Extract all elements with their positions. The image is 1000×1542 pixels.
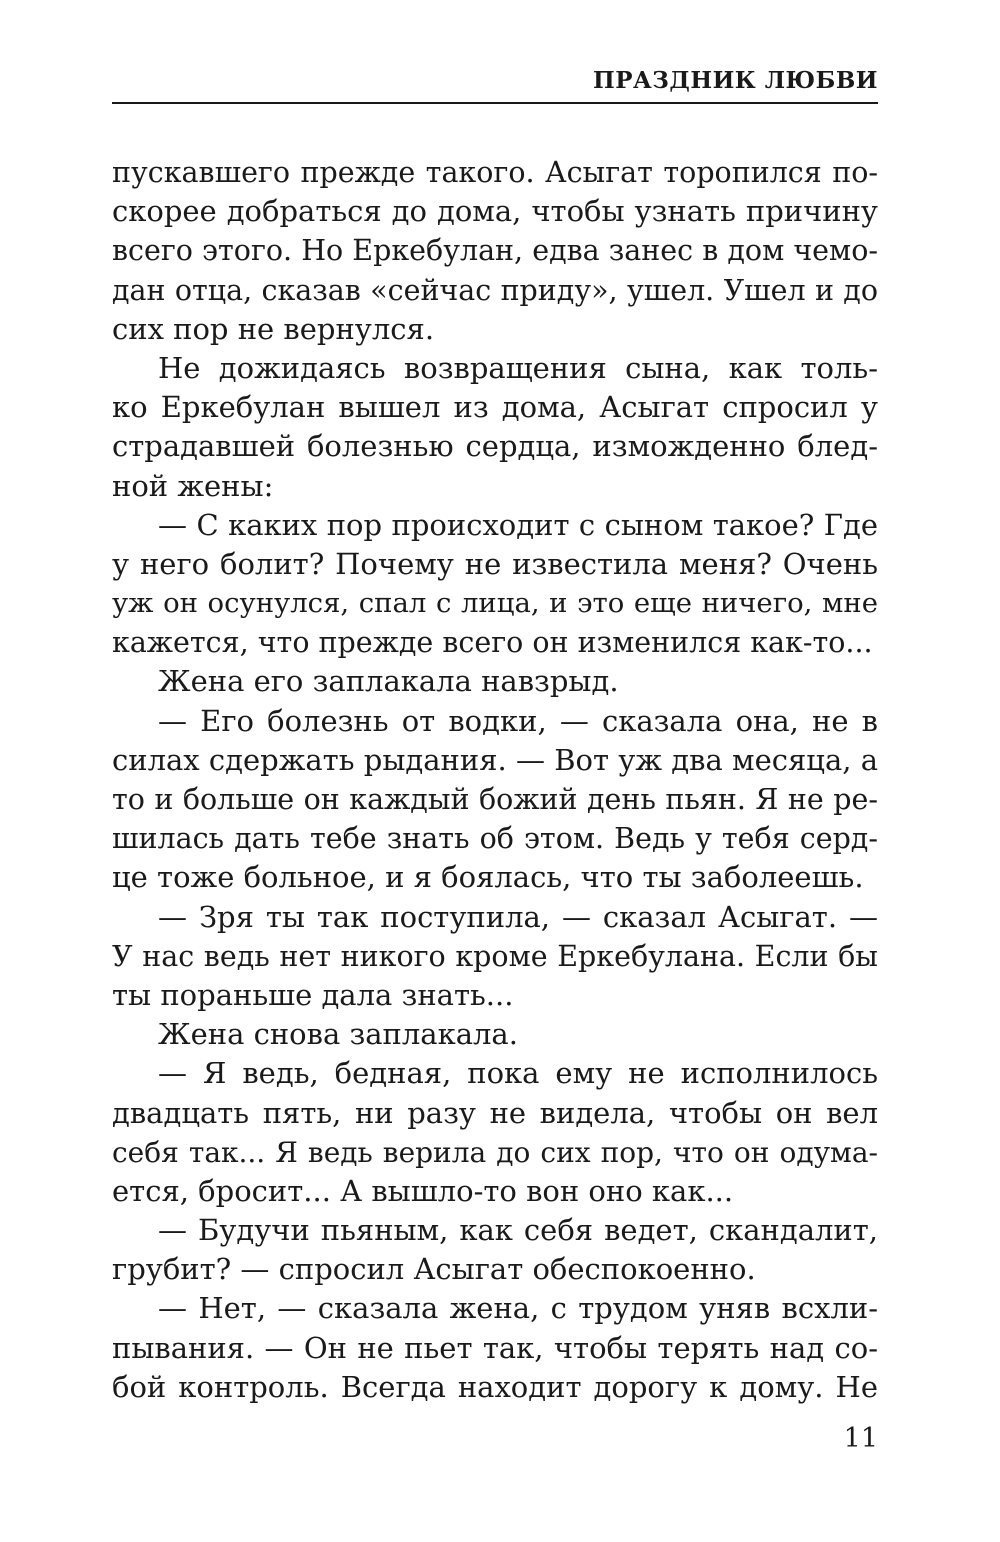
text-line: то и больше он каждый божий день пьян. Я не ре- <box>112 783 878 816</box>
text-line: пускавшего прежде такого. Асыгат торопился по- <box>112 156 878 189</box>
text-line: ной жены: <box>112 468 274 503</box>
text-line: двадцать пять, ни разу не видела, чтобы он вел <box>112 1095 878 1130</box>
text-line: — С каких пор происходит с сыном такое? Где <box>158 507 878 542</box>
text-line: Не дожидаясь возвращения сына, как толь- <box>158 350 878 385</box>
text-line: скорее добраться до дома, чтобы узнать причину <box>112 194 878 229</box>
text-line: себя так... Я ведь верила до сих пор, что он одума- <box>112 1135 878 1169</box>
text-line: дан отца, сказав «сейчас приду», ушел. Ушел и до <box>112 273 878 307</box>
body-text <box>112 153 878 1407</box>
text-line: всего этого. Но Еркебулан, едва занес в дом чемо- <box>112 234 878 268</box>
text-line: уж он осунулся, спал с лица, и это еще ничего, мне <box>112 587 878 620</box>
text-line: У нас ведь нет никого кроме Еркебулана. Если бы <box>112 939 878 973</box>
text-line: сих пор не вернулся. <box>112 311 435 346</box>
text-line: кажется, что прежде всего он изменился как-то... <box>112 626 873 660</box>
text-line: грубит? — спросил Асыгат обеспокоенно. <box>112 1252 756 1287</box>
text-line: це тоже больное, и я боялась, что ты заболеешь. <box>112 860 864 895</box>
text-line: шилась дать тебе знать об этом. Ведь у тебя серд- <box>112 822 878 856</box>
text-line: силах сдержать рыдания. — Вот уж два месяца, а <box>112 742 878 777</box>
text-line: ется, бросит... А вышло-то вон оно как... <box>112 1173 734 1208</box>
text-line: — Его болезнь от водки, — сказала она, не в <box>158 703 878 738</box>
text-line: ты пораньше дала знать... <box>112 977 514 1012</box>
text-line: — Я ведь, бедная, пока ему не исполнилось <box>158 1056 878 1091</box>
text-line: Жена его заплакала навзрыд. <box>158 664 619 699</box>
text-line: — Будучи пьяным, как себя ведет, скандалит, <box>158 1213 878 1248</box>
text-line: пывания. — Он не пьет так, чтобы терять над со- <box>112 1330 878 1365</box>
running-title: ПРАЗДНИК ЛЮБВИ <box>593 67 878 94</box>
running-header <box>112 66 878 104</box>
text-line: ко Еркебулан вышел из дома, Асыгат спросил у <box>112 390 878 425</box>
text-line: бой контроль. Всегда находит дорогу к дому. Не <box>112 1369 878 1404</box>
text-line: страдавшей болезнью сердца, изможденно блед- <box>112 429 878 464</box>
text-line: — Зря ты так поступила, — сказал Асыгат. — <box>158 899 878 934</box>
text-line: — Нет, — сказала жена, с трудом уняв всхли- <box>158 1291 878 1326</box>
page-number: 11 <box>843 1423 878 1454</box>
text-line: у него болит? Почему не известила меня? Очень <box>112 546 878 581</box>
text-line: Жена снова заплакала. <box>158 1017 518 1052</box>
